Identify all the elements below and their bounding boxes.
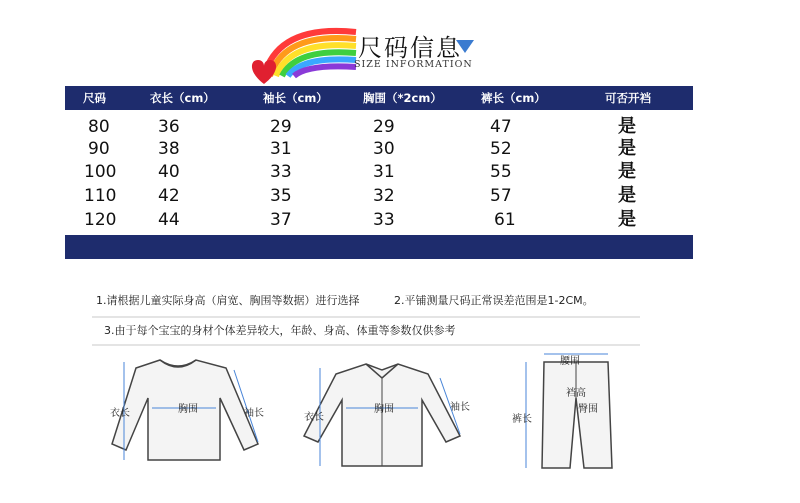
sweater-chest-label: 胸围 (178, 404, 198, 415)
column-header-crotch: 可否开裆 (605, 91, 651, 105)
sweater-length-label: 衣长 (110, 408, 130, 419)
shirt-chest-label: 胸围 (374, 404, 394, 415)
cell-sleeve: 31 (270, 139, 292, 159)
page-subtitle: SIZE INFORMATION (354, 59, 473, 70)
cell-crotch: 是 (618, 116, 636, 137)
pants-waist-label: 腰围 (560, 356, 580, 367)
cell-size: 120 (84, 210, 117, 230)
cell-chest: 32 (373, 186, 395, 206)
cell-pants: 61 (494, 210, 516, 230)
table-row (0, 138, 800, 160)
column-header-pants: 裤长（cm） (481, 91, 546, 105)
cell-length: 42 (158, 186, 180, 206)
cell-pants: 57 (490, 186, 512, 206)
cell-size: 100 (84, 162, 117, 182)
cell-length: 40 (158, 162, 180, 182)
triangle-down-icon (456, 40, 474, 53)
note-2: 2.平铺测量尺码正常误差范围是1-2CM。 (394, 294, 594, 307)
rainbow-heart-logo (248, 14, 368, 86)
sweater-diagram (108, 352, 288, 472)
pants-hip-label: 臀围 (578, 404, 598, 415)
cell-pants: 55 (490, 162, 512, 182)
cell-chest: 33 (373, 210, 395, 230)
table-row (0, 116, 800, 138)
cell-crotch: 是 (618, 185, 636, 206)
pants-crotch-label: 裆高 (566, 388, 586, 399)
cell-length: 36 (158, 117, 180, 137)
cell-crotch: 是 (618, 138, 636, 159)
pants-diagram (512, 350, 622, 470)
cell-pants: 47 (490, 117, 512, 137)
column-header-sleeve: 袖长（cm） (263, 91, 328, 105)
cell-size: 80 (88, 117, 110, 137)
column-header-chest: 胸围（*2cm） (363, 91, 442, 105)
column-header-length: 衣长（cm） (150, 91, 215, 105)
table-row (0, 209, 800, 231)
column-header-size: 尺码 (83, 91, 106, 105)
divider (92, 316, 640, 318)
page-title: 尺码信息 (358, 34, 462, 62)
cell-chest: 30 (373, 139, 395, 159)
shirt-length-label: 衣长 (304, 412, 324, 423)
cell-size: 90 (88, 139, 110, 159)
cell-crotch: 是 (618, 161, 636, 182)
sweater-sleeve-label: 袖长 (244, 408, 264, 419)
cell-sleeve: 29 (270, 117, 292, 137)
cell-length: 44 (158, 210, 180, 230)
divider (92, 344, 640, 346)
cell-size: 110 (84, 186, 117, 206)
table-header-bar (65, 86, 693, 110)
note-1: 1.请根据儿童实际身高（肩宽、胸围等数据）进行选择 (96, 294, 360, 307)
table-row (0, 161, 800, 183)
shirt-diagram (300, 356, 480, 476)
pants-length-label: 裤长 (512, 414, 532, 425)
cell-length: 38 (158, 139, 180, 159)
cell-sleeve: 33 (270, 162, 292, 182)
table-footer-bar (65, 235, 693, 259)
note-3: 3.由于每个宝宝的身材个体差异较大，年龄、身高、体重等参数仅供参考 (104, 324, 456, 337)
cell-sleeve: 35 (270, 186, 292, 206)
shirt-sleeve-label: 袖长 (450, 402, 470, 413)
cell-chest: 29 (373, 117, 395, 137)
table-row (0, 185, 800, 207)
cell-chest: 31 (373, 162, 395, 182)
cell-sleeve: 37 (270, 210, 292, 230)
cell-pants: 52 (490, 139, 512, 159)
cell-crotch: 是 (618, 209, 636, 230)
